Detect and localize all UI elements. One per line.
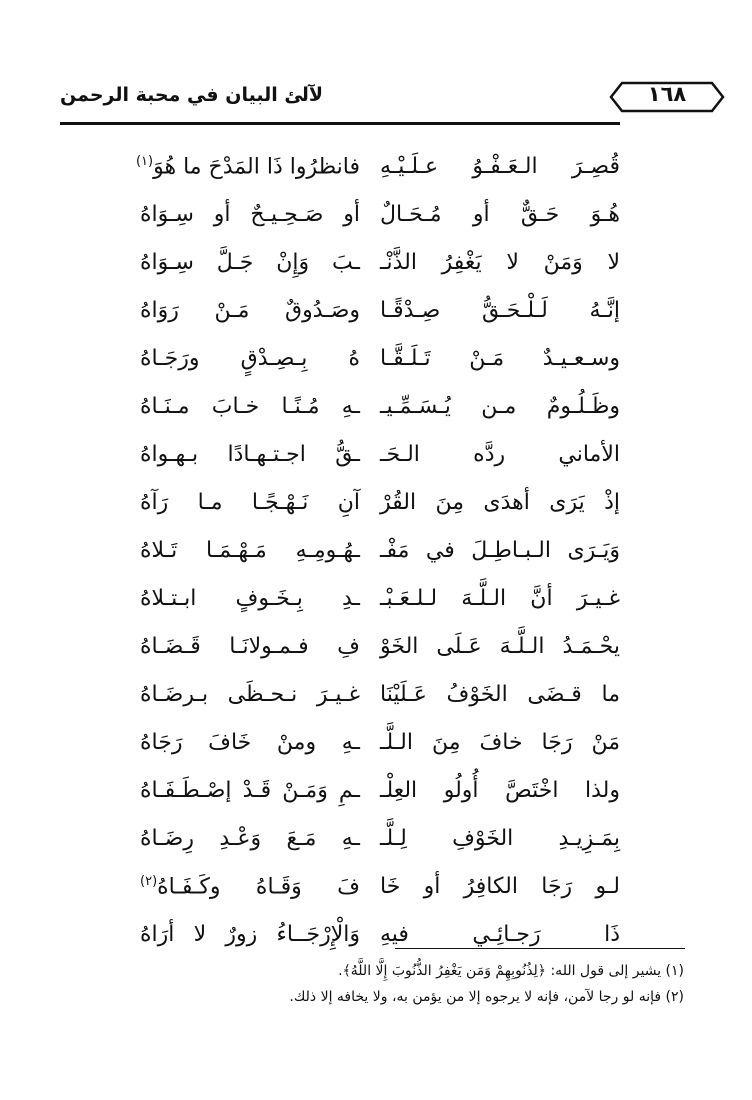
verse-first-hemistich: ذَا رَجـائِـي فيهِ: [380, 922, 620, 947]
verse-second-text: آنِ نَـهْـجًـا مـا رَآهُ: [140, 490, 360, 515]
verse-line: [100, 244, 620, 292]
poem: [100, 148, 620, 964]
verse-line: [100, 724, 620, 772]
verse-second-text: فِ فـمـولانَـا قَـضَـاهُ: [140, 634, 360, 659]
verse-first-hemistich: بِمَـزِيـدِ الخَوْفِ لِـلَّـ: [380, 826, 620, 851]
footnote-1: (١) يشير إلى قول الله: ﴿لِذُنُوبِهِمْ وَمَن يَغْفِرُ الذُّنُوبَ إِلَّا اللَّهُ﴾.: [338, 963, 684, 979]
verse-first-hemistich: إنَّـهُ لَـلْـحَـقُّ صِـدْقًـا: [380, 298, 620, 323]
verse-first-hemistich: ما قـضَى الخَوْفُ عَـلَيْنَا: [380, 682, 620, 707]
verse-second-hemistich: [140, 778, 360, 803]
book-title: لآلئ البيان في محبة الرحمن: [60, 84, 324, 106]
verse-second-hemistich: [140, 346, 360, 371]
verse-first-hemistich: قُصِـرَ الـعَـفْـوُ عـلَـيْـهِ: [380, 154, 620, 179]
verse-first-hemistich: لا وَمَنْ لا يَغْفِرُ الذَّنْـ: [380, 250, 620, 275]
verse-first-hemistich: غـيـرَ أنَّ الـلَّـهَ لـلـعَـبْـ: [380, 586, 620, 611]
verse-line: [100, 676, 620, 724]
verse-first-hemistich: لـو رَجَا الكافِرُ أو خَا: [380, 874, 620, 899]
verse-first-hemistich: إذْ يَرَى أهدَى مِنَ القُرْ: [380, 490, 620, 515]
verse-first-hemistich: وسـعـيـدٌ مَـنْ تَـلَـقَّـا: [380, 346, 620, 371]
verse-first-hemistich: يحْـمَـدُ الـلَّـهَ عَـلَى الخَوْ: [380, 634, 620, 659]
verse-second-hemistich: [140, 202, 360, 227]
verse-line: [100, 532, 620, 580]
verse-second-hemistich: [140, 682, 360, 707]
verse-second-text: غـيـرَ نـحـظَى بـرضَـاهُ: [140, 682, 360, 707]
verse-second-text: وَالْإِرْجَــاءُ زورٌ لا أرَاهُ: [140, 922, 360, 947]
verse-line: [100, 772, 620, 820]
verse-line: [100, 916, 620, 964]
verse-second-hemistich: [140, 874, 360, 899]
verse-second-hemistich: [140, 826, 360, 851]
verse-second-text: ـقُّ اجـتـهـادًا بـهـواهُ: [140, 442, 360, 467]
verse-line: [100, 292, 620, 340]
verse-second-text: فَ وَقَـاهُ وكَـفَـاهُ: [157, 874, 360, 900]
verse-second-hemistich: [140, 922, 360, 947]
verse-second-hemistich: [140, 490, 360, 515]
page-number-badge: [608, 80, 726, 114]
header-rule: [60, 122, 620, 125]
verse-line: [100, 340, 620, 388]
verse-first-hemistich: ولذا اخْتَصَّ أُولُو العِلْـ: [380, 778, 620, 803]
verse-first-hemistich: هُـوَ حَـقٌّ أو مُـحَـالٌ: [380, 202, 620, 227]
footnote-2: (٢) فإنه لو رجا لآمن، فإنه لا يرجوه إلا من يؤمن به، ولا يخافه إلا ذلك.: [289, 989, 684, 1005]
verse-second-text: وصَـدُوقٌ مَـنْ رَوَاهُ: [140, 298, 360, 323]
verse-second-text: أو صَـحِـيـحٌ أو سِـوَاهُ: [140, 202, 360, 227]
verse-line: [100, 868, 620, 916]
verse-second-text: ـهُـومِـهِ مَـهْـمَـا تَـلاهُ: [140, 538, 360, 563]
page-number: ١٦٨: [647, 82, 687, 106]
verse-second-text: ـهِ مَـعَ وَعْـدِ رِضَـاهُ: [140, 826, 360, 851]
verse-line: [100, 628, 620, 676]
verse-line: [100, 436, 620, 484]
verse-first-hemistich: وَيَـرَى الـبـاطِـلَ في مَفْـ: [380, 538, 620, 563]
verse-second-hemistich: [140, 250, 360, 275]
verse-first-hemistich: وظَـلُـومٌ مـن يُـسَـمِّـيـ: [380, 394, 620, 419]
verse-line: [100, 388, 620, 436]
verse-second-text: هُ بِـصِـدْقٍ ورَجَـاهُ: [140, 346, 360, 371]
verse-second-text: ـهِ مُـنًـا خـابَ مـنَـاهُ: [140, 394, 360, 419]
footnote-marker: (١): [135, 154, 154, 169]
verse-second-text: ـمِ وَمَـنْ قَـدْ إصْـطَـفَـاهُ: [140, 778, 360, 803]
verse-first-hemistich: الأماني ردَّه الـحَـ: [380, 442, 620, 467]
verse-first-hemistich: مَنْ رَجَا خافَ مِنَ الـلَّـ: [380, 730, 620, 755]
verse-second-hemistich: [140, 586, 360, 611]
footnote-divider: [395, 948, 685, 949]
verse-second-hemistich: [140, 394, 360, 419]
verse-second-text: ـبَ وَإِنْ جَـلَّ سِـوَاهُ: [140, 250, 360, 275]
verse-second-hemistich: [135, 154, 360, 180]
verse-second-text: ـهِ ومنْ خَافَ رَجَاهُ: [140, 730, 360, 755]
verse-second-text: فانظرُوا ذَا المَدْحَ ما هُوَ: [153, 154, 360, 180]
verse-second-text: ـدِ بِـخَـوفٍ ابـتـلاهُ: [140, 586, 360, 611]
verse-line: [100, 196, 620, 244]
footnotes: [124, 958, 684, 1010]
verse-second-hemistich: [140, 538, 360, 563]
footnote-marker: (٢): [140, 874, 158, 889]
verse-second-hemistich: [140, 298, 360, 323]
page-header: [60, 78, 700, 122]
verse-line: [100, 820, 620, 868]
verse-line: [100, 580, 620, 628]
verse-line: [100, 484, 620, 532]
verse-second-hemistich: [140, 634, 360, 659]
verse-line: [100, 148, 620, 196]
verse-second-hemistich: [140, 730, 360, 755]
verse-second-hemistich: [140, 442, 360, 467]
